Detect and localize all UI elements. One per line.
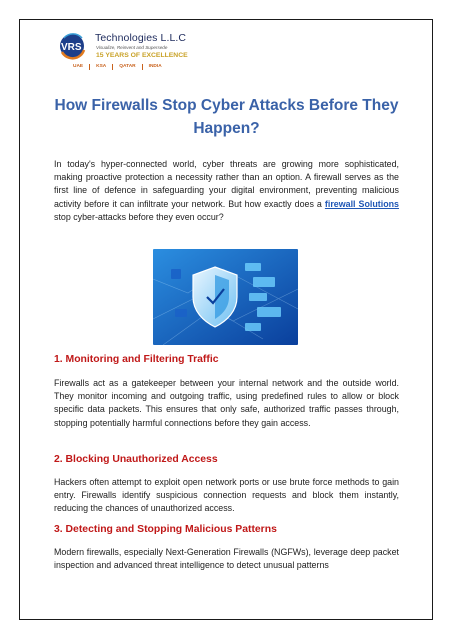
firewall-hero-image: [153, 249, 298, 345]
section-paragraph: Modern firewalls, especially Next-Generation Firewalls (NGFWs), leverage deep packet inspection and advanced threat intelligence to detect unusual patterns: [54, 547, 399, 571]
logo-mark: [58, 32, 96, 60]
logo-countries: [67, 64, 168, 70]
country-label: KSA: [90, 64, 113, 70]
logo-company-name: Technologies L.L.C: [95, 32, 187, 44]
section-heading: 2. Blocking Unauthorized Access: [54, 454, 218, 465]
article-title: How Firewalls Stop Cyber Attacks Before They Happen?: [54, 97, 399, 137]
intro-paragraph: [54, 158, 399, 224]
logo-years-badge: 15 YEARS OF EXCELLENCE: [96, 52, 188, 59]
section-heading: 3. Detecting and Stopping Malicious Patterns: [54, 524, 277, 535]
section-heading: 1. Monitoring and Filtering Traffic: [54, 354, 219, 365]
company-logo[interactable]: [58, 30, 208, 74]
section-paragraph: Hackers often attempt to exploit open network ports or use brute force methods to gain entry. Firewalls identify suspicious connection requests and block them instantly, reducing the chances of unauthorized access.: [54, 477, 399, 514]
intro-text-end: stop cyber-attacks before they even occur?: [54, 211, 224, 222]
logo-tagline: Visualize, Reinvent and Supersede: [96, 45, 168, 50]
country-label: INDIA: [148, 64, 162, 69]
country-label: QATAR: [113, 64, 142, 70]
intro-text: In today's hyper-connected world, cyber threats are growing more sophisticated, making proactive protection a necessity rather than an option. A firewall serves as the first line of defence in safeguarding your digital environment, preventing malicious activity before it can infiltrate your network. But how exactly does a: [54, 159, 399, 209]
firewall-solutions-link[interactable]: firewall Solutions: [324, 198, 399, 209]
country-label: UAE: [67, 64, 90, 70]
logo-mark-text: VRS: [61, 42, 82, 53]
shield-icon: [153, 249, 298, 345]
section-paragraph: Firewalls act as a gatekeeper between your internal network and the outside world. They monitor incoming and outgoing traffic, using predefined rules to allow or block specific data packets. This ensures that only safe, authorized traffic passes through, stopping potentially harmful connections before they gain access.: [54, 378, 399, 428]
